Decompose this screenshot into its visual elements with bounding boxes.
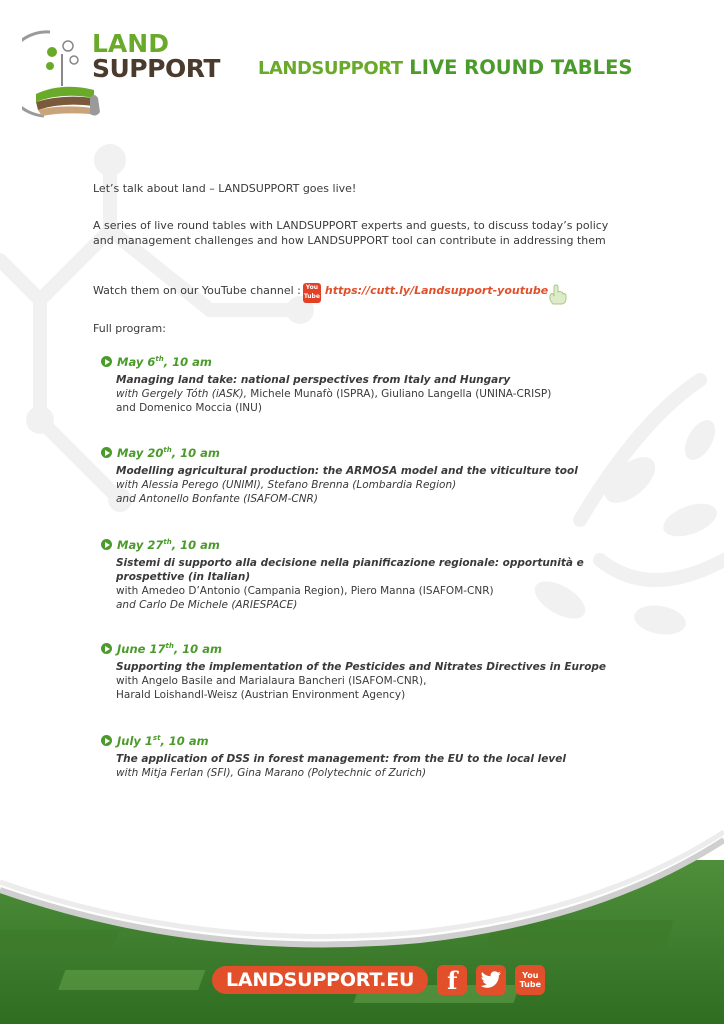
event-date-day: July 1 (117, 734, 153, 748)
event-title (116, 660, 661, 674)
event-date-day: May 6 (117, 355, 156, 369)
guests-normal: and Domenico Moccia (INU) (116, 402, 262, 414)
intro-text: Let’s talk about land – LANDSUPPORT goes live! (93, 182, 357, 195)
guests-italic: and Carlo De Michele (ARIESPACE) (116, 599, 298, 611)
event-guests-line (116, 688, 661, 702)
event-date-suffix: th (155, 355, 164, 364)
event-guests-line (116, 478, 661, 492)
event-title (116, 464, 661, 478)
event-guests-line (116, 584, 661, 598)
youtube-icon[interactable] (515, 965, 545, 995)
guests-italic: with Mitja Ferlan (SFI), Gina Marano (Polytechnic of Zurich) (116, 767, 427, 779)
logo-support-text: SUPPORT (92, 53, 220, 83)
event-title-line: prospettive (in Italian) (116, 571, 251, 583)
event-date-time: , 10 am (163, 355, 212, 369)
play-icon (101, 447, 112, 458)
guests-normal: with Amedeo D’Antonio (Campania Region), Piero Manna (ISAFOM-CNR) (116, 585, 494, 597)
event-date-suffix: st (152, 734, 161, 743)
event-date (101, 733, 661, 749)
event-date-day: June 17 (117, 642, 166, 656)
event-date-suffix: th (163, 538, 172, 547)
event-item (101, 445, 661, 506)
event-guests (116, 478, 661, 506)
watch-text: Watch them on our YouTube channel : (93, 284, 301, 297)
event-guests-line (116, 387, 661, 401)
event-item (101, 537, 661, 612)
program-label: Full program: (93, 322, 166, 335)
event-guests-line (116, 492, 661, 506)
twitter-icon[interactable] (476, 965, 506, 995)
play-icon (101, 735, 112, 746)
description-text (93, 218, 633, 248)
youtube-you-text: You (522, 971, 539, 980)
event-guests-line (116, 674, 661, 688)
play-icon (101, 539, 112, 550)
guests-normal: with Angelo Basile and Marialaura Bancheri (ISAFOM-CNR), (116, 675, 427, 687)
play-icon (101, 356, 112, 367)
twitter-bird-icon (480, 971, 502, 989)
event-date-time: , 10 am (160, 734, 209, 748)
event-guests-line (116, 766, 661, 780)
event-guests (116, 387, 661, 415)
event-date-suffix: th (163, 446, 172, 455)
facebook-icon[interactable]: f (437, 965, 467, 995)
youtube-icon-you: You (305, 284, 318, 291)
youtube-icon (303, 283, 321, 303)
event-title-line: Supporting the implementation of the Pesticides and Nitrates Directives in Europe (116, 661, 607, 673)
event-date (101, 537, 661, 553)
page-title (258, 56, 632, 79)
event-date (101, 354, 661, 370)
title-rest: LIVE ROUND TABLES (402, 56, 633, 79)
guests-normal: Michele Munafò (ISPRA), Giuliano Langella (UNINA-CRISP) (246, 388, 552, 400)
event-title (116, 556, 661, 584)
youtube-channel-link[interactable]: https://cutt.ly/Landsupport-youtube (324, 284, 549, 297)
event-item (101, 354, 661, 415)
event-title (116, 373, 661, 387)
logo-land-text: LAND (92, 29, 169, 58)
guests-normal: Harald Loishandl-Weisz (Austrian Environment Agency) (116, 689, 406, 701)
hand-pointer-icon (546, 282, 570, 306)
guests-italic: with Gergely Tóth (iASK), (116, 388, 247, 400)
event-title-line: The application of DSS in forest management: from the EU to the local level (116, 753, 566, 765)
event-guests (116, 766, 661, 780)
event-date-suffix: th (165, 642, 174, 651)
event-date (101, 641, 661, 657)
youtube-tube-text: Tube (519, 980, 541, 989)
event-date-time: , 10 am (171, 446, 220, 460)
event-date (101, 445, 661, 461)
logo-wordmark (92, 29, 220, 83)
guests-italic: and Antonello Bonfante (ISAFOM-CNR) (116, 493, 318, 505)
title-brand: LANDSUPPORT (258, 58, 403, 79)
event-date-day: May 27 (117, 538, 164, 552)
event-date-time: , 10 am (171, 538, 220, 552)
event-title (116, 752, 661, 766)
event-guests (116, 584, 661, 612)
website-link[interactable]: LANDSUPPORT.EU (212, 966, 428, 994)
event-guests-line (116, 401, 661, 415)
play-icon (101, 643, 112, 654)
event-title-line: Sistemi di supporto alla decisione nella pianificazione regionale: opportunità e (116, 557, 584, 569)
description-line: A series of live round tables with LANDSUPPORT experts and guests, to discuss today’s policy (93, 219, 609, 232)
event-title-line: Managing land take: national perspectives from Italy and Hungary (116, 374, 511, 386)
event-guests (116, 674, 661, 702)
description-line: and management challenges and how LANDSUPPORT tool can contribute in addressing them (93, 234, 606, 247)
event-guests-line (116, 598, 661, 612)
footer-bar (212, 965, 545, 995)
youtube-icon-tube: Tube (303, 293, 320, 300)
event-item (101, 733, 661, 780)
event-title-line: Modelling agricultural production: the ARMOSA model and the viticulture tool (116, 465, 578, 477)
landsupport-logo (22, 24, 220, 124)
guests-italic: with Alessia Perego (UNIMI), Stefano Brenna (Lombardia Region) (116, 479, 457, 491)
event-date-day: May 20 (117, 446, 164, 460)
event-item (101, 641, 661, 702)
event-date-time: , 10 am (173, 642, 222, 656)
